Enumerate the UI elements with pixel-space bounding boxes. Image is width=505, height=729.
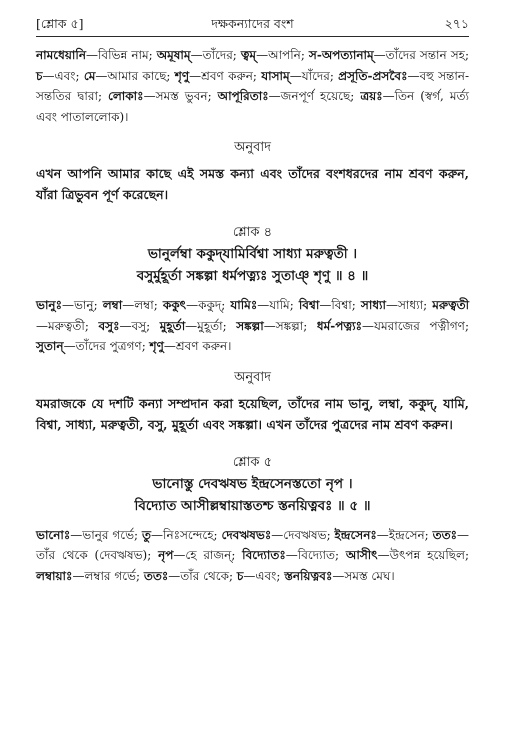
word-meaning: নিঃসন্দেহে — [163, 527, 214, 542]
translation-heading: অনুবাদ — [234, 140, 271, 155]
sanskrit-word: আসীৎ — [345, 548, 378, 562]
sanskrit-word: ত্রয়ঃ — [360, 89, 383, 103]
synonyms-block-top: নামধেয়ানি—বিভিন্ন নাম; অমূষাম্—তাঁদের; ত্বম্—আপনি; স-অপত্যানাম্—তাঁদের সন্তান সহ; চ—এবং; মে—আমার কাছে; শৃণু—শ্রবণ করুন; যাসাম্—যাঁদের; প্রসূতি-প্রসবৈঃ—বহু সন্তান-সন্ততির দ্বারা; লোকাঃ—সমস্ত ভুবন; আপূরিতাঃ—জনপূর্ণ হয়েছে; ত্রয়ঃ—তিন (স্বর্গ, মর্ত্য এবং পাতাললোক)। — [36, 48, 470, 124]
word-meaning: এবং — [54, 68, 76, 83]
sanskrit-word: বিশ্বা — [298, 298, 320, 312]
word-meaning: বহু সন্তান-সন্ততির দ্বারা — [36, 68, 470, 103]
word-meaning: হে রাজন্ — [185, 548, 232, 562]
sanskrit-word: ভানোঃ — [36, 527, 71, 542]
sanskrit-word: ধর্ম-পত্ন্যঃ — [316, 318, 363, 333]
sanskrit-word: ততঃ — [432, 527, 458, 542]
word-meaning: দেবঋষভ — [283, 527, 327, 542]
word-meaning: বিশ্বা — [331, 298, 352, 312]
word-meaning: তাঁদের পুত্রগণ — [75, 339, 142, 353]
sanskrit-word: শৃণু — [174, 68, 190, 83]
sanskrit-word: ত্বম্ — [240, 48, 257, 62]
word-meaning: শ্রবণ করুন। — [175, 339, 232, 353]
verse-line: ভানুর্লম্বা ককুদ্‌যামির্বিশ্বা সাধ্যা মরুত্বতী । — [147, 246, 358, 262]
word-meaning: মুহূর্তা — [197, 318, 223, 333]
translation-heading: অনুবাদ — [234, 369, 271, 385]
synonyms-block-verse-5: ভানোঃ—ভানুর গর্ভে; তু—নিঃসন্দেহে; দেবঋষভঃ—দেবঋষভ; ইন্দ্রসেনঃ—ইন্দ্রসেন; ততঃ—তাঁর থেকে (দেবঋষভ); নৃপ—হে রাজন্; বিদ্যোতঃ—বিদ্যোত; আসীৎ—উৎপন্ন হয়েছিল; লম্বায়াঃ—লম্বার গর্ভে; ততঃ—তাঁর থেকে; চ—এবং; স্তনয়িত্নবঃ—সমস্ত মেঘ। — [36, 527, 470, 583]
header-rule — [36, 36, 469, 37]
sanskrit-word: ককুৎ — [162, 298, 187, 312]
word-meaning: সঙ্কল্পা — [275, 318, 304, 333]
sanskrit-word: দেবঋষভঃ — [221, 527, 272, 542]
sanskrit-word: অমূষাম্ — [156, 48, 191, 62]
translation-paragraph: যমরাজকে যে দশটি কন্যা সম্প্রদান করা হয়েছিল, তাঁদের নাম ভানু, লম্বা, ককুদ্‌, যামি, বিশ্বা, সাধ্যা, মরুত্বতী, বসু, মুহূর্তা এবং সঙ্কল্পা। এখন তাঁদের পুত্রদের নাম শ্রবণ করুন। — [36, 395, 469, 432]
sanskrit-word: বিদ্যোতঃ — [242, 548, 286, 562]
sanskrit-word: ইন্দ্রসেনঃ — [334, 527, 377, 542]
word-meaning: শ্রবণ করুন — [201, 68, 253, 83]
sanskrit-word: মরুত্বতী — [432, 298, 470, 312]
word-meaning: বিদ্যোত — [297, 548, 335, 562]
word-meaning: জনপূর্ণ হয়েছে — [280, 89, 351, 103]
sanskrit-word: লোকাঃ — [107, 89, 144, 103]
verse-heading: শ্লোক ৫ — [232, 454, 273, 470]
sanskrit-word: সুতান্ — [36, 339, 64, 353]
word-meaning: উৎপন্ন হয়েছিল — [389, 548, 465, 562]
verse-reference: [শ্লোক ৫] — [36, 16, 84, 31]
word-meaning: যমরাজের পত্নীগণ — [374, 318, 465, 333]
sanskrit-word: যাসাম্ — [261, 68, 290, 83]
sanskrit-word: তু — [142, 527, 152, 542]
sanskrit-word: বসুঃ — [98, 318, 120, 333]
word-meaning: ভানুর গর্ভে — [82, 527, 135, 542]
word-meaning: তাঁর থেকে — [180, 568, 230, 583]
word-meaning: সমস্ত মেঘ। — [344, 568, 395, 583]
sanskrit-word: সঙ্কল্পা — [236, 318, 264, 333]
word-meaning: ইন্দ্রসেন — [388, 527, 425, 542]
word-meaning: ভানু — [73, 298, 94, 312]
synonyms-block-verse-4: ভানুঃ—ভানু; লম্বা—লম্বা; ককুৎ—ককুদ্‌; যামিঃ—যামি; বিশ্বা—বিশ্বা; সাধ্যা—সাধ্যা; মরুত্বতী—মরুত্বতী; বসুঃ—বসু; মুহূর্তা—মুহূর্তা; সঙ্কল্পা—সঙ্কল্পা; ধর্ম-পত্ন্যঃ—যমরাজের পত্নীগণ; সুতান্—তাঁদের পুত্রগণ; শৃণু—শ্রবণ করুন। — [36, 298, 470, 353]
word-meaning: আমার কাছে — [107, 68, 167, 83]
word-meaning: লম্বার গর্ভে — [84, 568, 136, 583]
verse-line: বসুর্মুহূর্তা সঙ্কল্পা ধর্মপত্ন্যঃ সুতাঞ্‌ শৃণু ॥ ৪ ॥ — [136, 268, 369, 284]
sanskrit-word: যামিঃ — [230, 298, 258, 312]
sanskrit-word: সাধ্যা — [360, 298, 386, 312]
sanskrit-word: স-অপত্যানাম্ — [308, 48, 374, 62]
sanskrit-word: স্তনয়িত্নবঃ — [284, 568, 333, 583]
word-meaning: তাঁদের — [202, 48, 233, 62]
sanskrit-word: শৃণু — [149, 339, 164, 353]
verse-line: বিদ্যোত আসীল্লম্বায়াস্ততশ্চ স্তনয়িত্নবঃ ॥ ৫ ॥ — [134, 497, 371, 514]
sanskrit-word: আপূরিতাঃ — [217, 89, 269, 103]
sanskrit-word: ভানুঃ — [36, 298, 62, 312]
word-meaning: তাঁর থেকে (দেবঋষভ) — [36, 548, 148, 562]
word-meaning: লম্বা — [134, 298, 154, 312]
page-number: ২৭১ — [444, 16, 469, 31]
verse-line: ভানোস্তু দেবঋষভ ইন্দ্রসেনস্ততো নৃপ । — [152, 475, 353, 492]
translation-paragraph: এখন আপনি আমার কাছে এই সমস্ত কন্যা এবং তাঁদের বংশধরদের নাম শ্রবণ করুন, যাঁরা ত্রিভুবন পূর্ণ করেছেন। — [36, 166, 469, 202]
word-meaning: তাঁদের সন্তান সহ — [385, 48, 465, 62]
word-meaning: বসু — [131, 318, 147, 333]
word-meaning: যামি — [269, 298, 290, 312]
word-meaning: ককুদ্‌ — [198, 298, 222, 312]
sanskrit-word: প্রসূতি-প্রসবৈঃ — [338, 68, 408, 83]
word-meaning: এবং — [255, 568, 277, 583]
word-meaning: বিভিন্ন নাম — [98, 48, 149, 62]
verse-heading: শ্লোক ৪ — [232, 225, 273, 240]
sanskrit-word: ততঃ — [143, 568, 169, 583]
sanskrit-word: লম্বায়াঃ — [36, 568, 73, 583]
sanskrit-word: লম্বা — [102, 298, 123, 312]
word-meaning: সমস্ত ভুবন — [155, 89, 208, 103]
word-meaning: সাধ্যা — [398, 298, 424, 312]
sanskrit-word: নৃপ — [158, 548, 174, 562]
sanskrit-word: মুহূর্তা — [159, 318, 186, 333]
sanskrit-word: নামধেয়ানি — [36, 48, 86, 62]
word-meaning: আপনি — [268, 48, 301, 62]
word-meaning: যাঁদের — [301, 68, 330, 83]
sanskrit-word: চ — [36, 68, 43, 83]
chapter-title: দক্ষকন্যাদের বংশ — [211, 16, 294, 31]
page-header — [36, 12, 469, 36]
word-meaning: মরুত্বতী — [48, 318, 85, 333]
sanskrit-word: চ — [236, 568, 244, 583]
word-meaning: তিন (স্বর্গ, মর্ত্য এবং পাতাললোক)। — [36, 89, 470, 124]
sanskrit-word: মে — [83, 68, 96, 83]
